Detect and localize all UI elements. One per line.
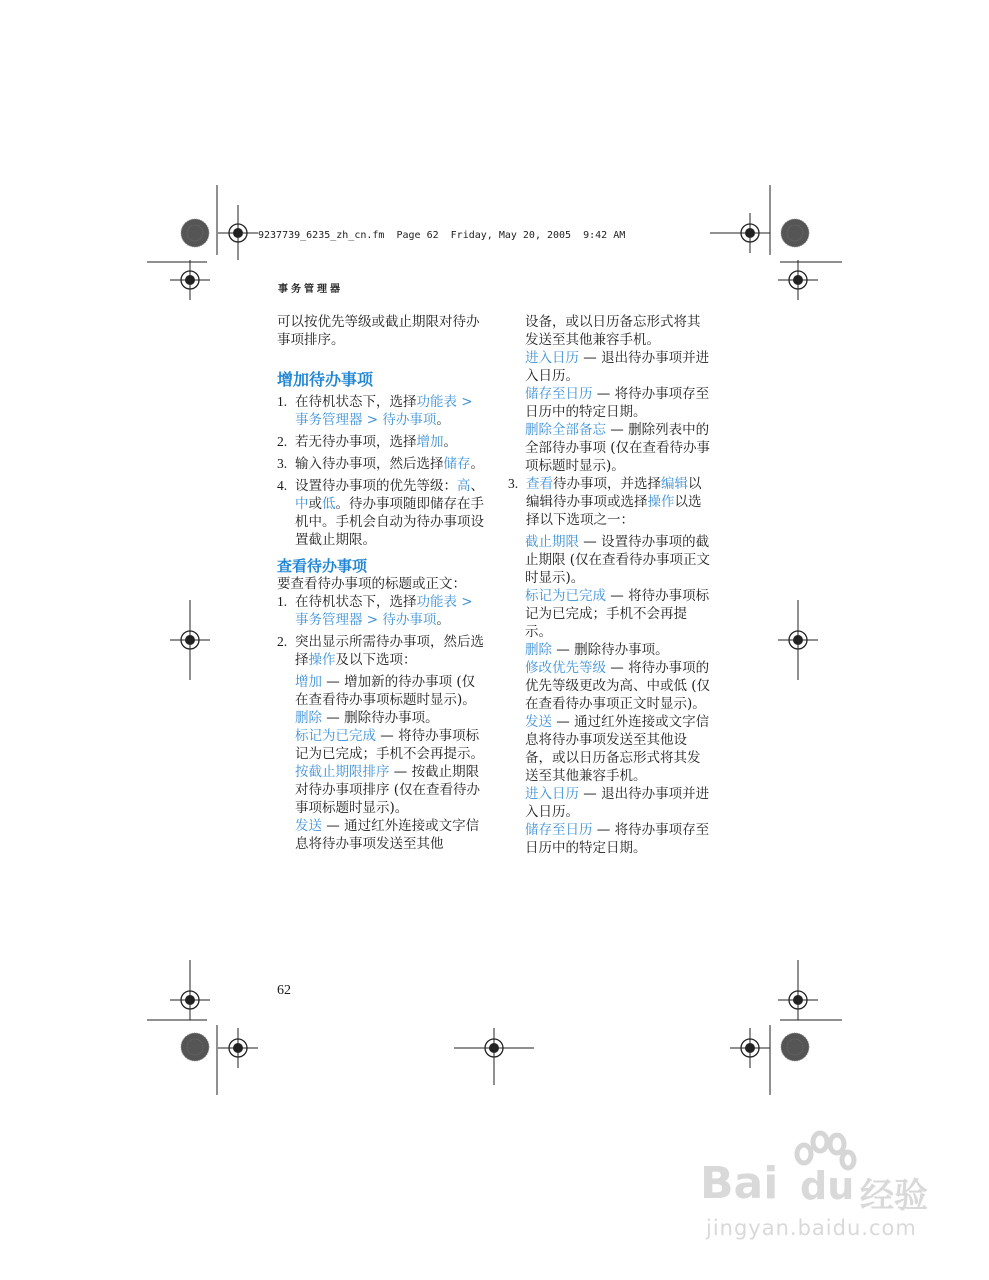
option-item: 删除全部备忘 — 删除列表中的全部待办事项 (仅在查看待办事项标题时显示)。	[525, 422, 711, 474]
watermark-brand: Bai	[700, 1158, 779, 1209]
menu-link[interactable]: 中	[295, 496, 309, 512]
step-number: 3.	[508, 476, 519, 491]
left-column	[277, 313, 487, 853]
option-item: 截止期限 — 设置待办事项的截止期限 (仅在查看待办事项正文时显示)。	[525, 534, 711, 586]
step-item: 3. 输入待办事项，然后选择储存。	[277, 456, 484, 472]
watermark-url: jingyan.baidu.com	[706, 1216, 917, 1240]
step-item: 2. 若无待办事项，选择增加。	[277, 434, 457, 450]
step-text: 在待机状态下，选择	[295, 394, 417, 410]
step-number: 4.	[277, 478, 288, 493]
menu-link[interactable]: 低	[322, 496, 336, 512]
menu-link[interactable]: 操作	[647, 494, 675, 510]
baidu-jingyan-watermark	[700, 1130, 960, 1240]
step-item: 1. 在待机状态下，选择功能表 > 事务管理器 > 待办事项。	[277, 394, 473, 428]
option-link[interactable]: 发送	[525, 714, 552, 730]
menu-link[interactable]: 操作	[308, 652, 336, 668]
running-head: 事务管理器	[278, 284, 343, 295]
menu-link[interactable]: 事务管理器 > 待办事项	[295, 412, 437, 428]
step-number: 3.	[277, 456, 288, 471]
file-header: 9237739_6235_zh_cn.fm Page 62 Friday, May 20, 2005 9:42 AM	[258, 230, 626, 241]
view-todo-steps	[277, 593, 487, 669]
menu-link[interactable]: 编辑	[661, 476, 688, 492]
step-number: 1.	[277, 594, 288, 609]
step-item: 4. 设置待办事项的优先等级：高、中或低。待办事项随即储存在手机中。手机会自动为待办事项设置截止期限。	[277, 478, 484, 548]
step-text: 若无待办事项，选择	[295, 434, 417, 450]
option-item: 按截止期限排序 — 按截止期限对待办事项排序 (仅在查看待办事项标题时显示)。	[295, 764, 481, 816]
watermark-label: 经验	[860, 1176, 928, 1216]
option-item: 进入日历 — 退出待办事项并进入日历。	[525, 786, 710, 820]
menu-link[interactable]: 储存	[443, 456, 471, 472]
add-todo-steps	[277, 393, 487, 549]
option-link[interactable]: 储存至日历	[525, 386, 593, 402]
option-item: 删除 — 删除待办事项。	[295, 710, 439, 726]
option-link[interactable]: 修改优先等级	[525, 660, 606, 676]
option-item: 修改优先等级 — 将待办事项的优先等级更改为高、中或低 (仅在查看待办事项正文时显示)。	[525, 660, 711, 712]
option-item: 储存至日历 — 将待办事项存至日历中的特定日期。	[525, 386, 710, 420]
step-number: 1.	[277, 394, 288, 409]
option-link[interactable]: 增加	[295, 674, 322, 690]
continuation-text: 设备，或以日历备忘形式将其发送至其他兼容手机。	[525, 314, 701, 348]
option-link[interactable]: 按截止期限排序	[295, 764, 390, 780]
step-number: 2.	[277, 434, 288, 449]
option-link[interactable]: 删除	[525, 642, 552, 658]
view-todo-heading: 查看待办事项	[277, 557, 368, 575]
step-item: 3. 查看待办事项，并选择编辑以编辑待办事项或选择操作以选择以下选项之一：	[508, 476, 702, 528]
menu-link[interactable]: 功能表 >	[416, 394, 473, 410]
view-todo-steps-cont	[508, 475, 713, 529]
options-list-right-b	[508, 533, 713, 857]
option-link[interactable]: 储存至日历	[525, 822, 593, 838]
option-item: 储存至日历 — 将待办事项存至日历中的特定日期。	[525, 822, 710, 856]
view-intro: 要查看待办事项的标题或正文：	[277, 576, 466, 592]
menu-link[interactable]: 功能表 >	[416, 594, 473, 610]
option-link[interactable]: 进入日历	[525, 350, 579, 366]
watermark-brand-du: du	[800, 1164, 855, 1208]
step-text: 输入待办事项，然后选择	[295, 456, 444, 472]
option-link[interactable]: 标记为已完成	[295, 728, 376, 744]
options-list-left	[277, 673, 487, 853]
option-link[interactable]: 进入日历	[525, 786, 579, 802]
right-column	[508, 313, 713, 857]
option-item: 标记为已完成 — 将待办事项标记为已完成；手机不会再提示。	[525, 588, 710, 640]
menu-link[interactable]: 事务管理器 > 待办事项	[295, 612, 437, 628]
option-item: 标记为已完成 — 将待办事项标记为已完成；手机不会再提示。	[295, 728, 484, 762]
option-item: 发送 — 通过红外连接或文字信息将待办事项发送至其他设备，或以日历备忘形式将其发送至其他兼容手机。	[525, 714, 710, 784]
option-link[interactable]: 截止期限	[525, 534, 579, 550]
step-number: 2.	[277, 634, 288, 649]
menu-link[interactable]: 高	[457, 478, 471, 494]
page-number: 62	[277, 983, 291, 998]
option-link[interactable]: 发送	[295, 818, 322, 834]
intro-paragraph: 可以按优先等级或截止期限对待办事项排序。	[277, 314, 480, 348]
option-item: 进入日历 — 退出待办事项并进入日历。	[525, 350, 710, 384]
step-item: 2. 突出显示所需待办事项，然后选择操作及以下选项：	[277, 634, 484, 668]
option-item: 增加 — 增加新的待办事项 (仅在查看待办事项标题时显示)。	[295, 674, 476, 708]
menu-link[interactable]: 查看	[526, 476, 553, 492]
menu-link[interactable]: 增加	[416, 434, 444, 450]
option-item: 发送 — 通过红外连接或文字信息将待办事项发送至其他	[295, 818, 480, 852]
step-item: 1. 在待机状态下，选择功能表 > 事务管理器 > 待办事项。	[277, 594, 473, 628]
option-link[interactable]: 删除	[295, 710, 322, 726]
options-list-right-a	[508, 313, 713, 475]
option-link[interactable]: 删除全部备忘	[525, 422, 606, 438]
option-item: 删除 — 删除待办事项。	[525, 642, 669, 658]
option-link[interactable]: 标记为已完成	[525, 588, 606, 604]
step-text: 设置待办事项的优先等级：	[295, 478, 457, 494]
add-todo-heading: 增加待办事项	[277, 370, 374, 389]
